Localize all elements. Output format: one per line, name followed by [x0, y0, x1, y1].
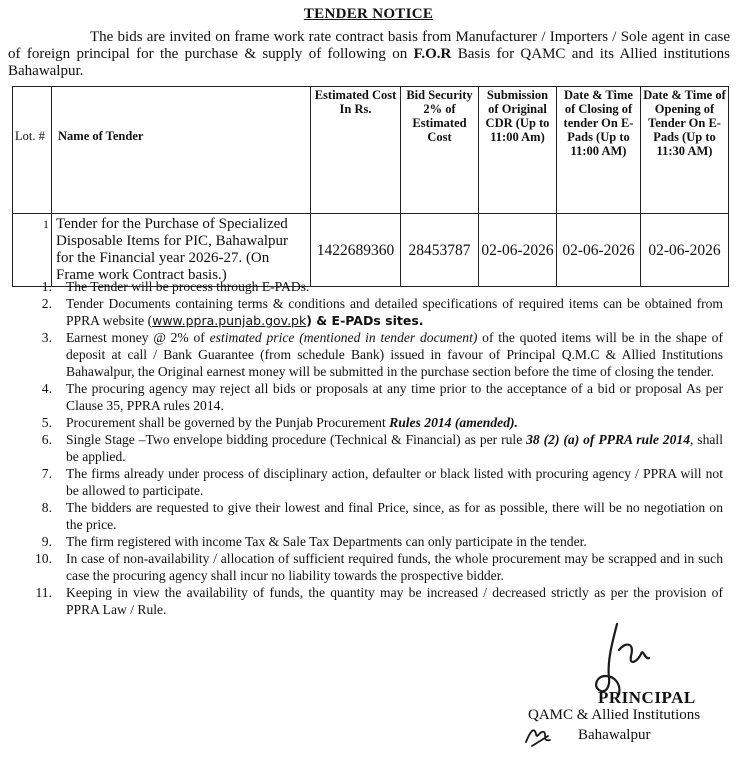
cell-tender-name: Tender for the Purchase of Specialized Disposable Items for PIC, Bahawalpur for the Financial year 2026-27. (On Frame work Contract basis.): [52, 214, 311, 287]
cell-closing: 02-06-2026: [557, 214, 641, 287]
header-name: Name of Tender: [52, 87, 311, 214]
header-submission: Submission of Original CDR (Up to 11:00 Am): [479, 87, 557, 214]
term-number: 11.: [35, 585, 52, 600]
list-item: [0, 533, 737, 550]
term-text-part: The procuring agency may reject all bids or proposals at any time prior to the acceptance of a bid or proposal As per Clause 35, PPRA rules 2014.: [66, 381, 723, 413]
term-text: [66, 584, 723, 618]
cell-submission: 02-06-2026: [479, 214, 557, 287]
term-text: [66, 465, 723, 499]
term-text-part: Rules 2014 (amended).: [389, 415, 518, 430]
term-text: [66, 499, 723, 533]
signatory-institution: QAMC & Allied Institutions: [528, 707, 701, 723]
term-number: 4.: [41, 381, 52, 396]
list-item: [0, 584, 737, 618]
list-item: [0, 278, 737, 295]
term-number: 8.: [41, 500, 52, 515]
term-text-part: The bidders are requested to give their lowest and final Price, since, as for as possible, there will be no negotiation on the price.: [66, 500, 723, 532]
term-text-part: estimated price (mentioned in tender document): [209, 330, 478, 345]
list-item: [0, 499, 737, 533]
term-text-part: 38 (2) (a) of PPRA rule 2014: [526, 432, 690, 447]
term-text: [66, 295, 723, 329]
intro-text-2: F.O.R: [413, 46, 452, 62]
cell-bid-security: 28453787: [401, 214, 479, 287]
term-number: 3.: [41, 330, 52, 345]
term-text-part: Procurement shall be governed by the Punjab Procurement: [66, 415, 390, 430]
intro-text-1: The bids are invited on frame work rate contract basis from Manufacturer / Importers / Sole agent in case of foreign principal for the purchase & supply of following on: [8, 29, 730, 62]
term-number: 2.: [41, 296, 52, 311]
list-item: [0, 414, 737, 431]
list-item: [0, 431, 737, 465]
list-item: [0, 329, 737, 380]
signatory-title: PRINCIPAL: [598, 688, 696, 707]
term-number: 1.: [41, 279, 52, 294]
cell-opening: 02-06-2026: [641, 214, 729, 287]
signatory-city: Bahawalpur: [578, 727, 651, 743]
header-estimated-cost: Estimated Cost In Rs.: [311, 87, 401, 214]
term-text: [66, 380, 723, 414]
cell-lot: 1: [13, 214, 52, 287]
term-text-part: The Tender will be process through E-PADs.: [66, 279, 310, 294]
cell-estimated-cost: 1422689360: [311, 214, 401, 287]
list-item: [0, 295, 737, 329]
term-number: 6.: [41, 432, 52, 447]
term-text: [66, 533, 723, 550]
term-text-part: Earnest money @ 2% of: [66, 330, 210, 345]
term-text-part: of the quoted items will be in the shape of deposit at call / Bank Guarantee (from schedule Bank) issued in favour of Principal Q.M.C & Allied Institutions Bahawalpur, the Original earnest money will be submitted in the purchase section before the time of closing the tender.: [66, 330, 723, 379]
table-row: [13, 214, 729, 287]
list-item: [0, 380, 737, 414]
term-text-part: ) & E-PADs sites.: [306, 313, 424, 328]
list-item: [0, 465, 737, 499]
intro-text-3: Basis for QAMC and its Allied institutions Bahawalpur.: [8, 46, 730, 79]
term-number: 5.: [41, 415, 52, 430]
term-number: 7.: [41, 466, 52, 481]
term-text: [66, 329, 723, 380]
term-text-part: In case of non-availability / allocation of sufficient required funds, the whole procurement may be scrapped and in such case the procuring agency shall incur no liability towards the prospective bidder.: [66, 551, 723, 583]
initials-mark: [522, 722, 554, 748]
header-bid-security: Bid Security 2% of Estimated Cost: [401, 87, 479, 214]
header-closing: Date & Time of Closing of tender On E-Pads (Up to 11:00 AM): [557, 87, 641, 214]
tender-table: [12, 86, 729, 287]
term-number: 9.: [41, 534, 52, 549]
term-text: [66, 278, 723, 295]
term-text-part: Keeping in view the availability of funds, the quantity may be increased / decreased strictly as per the provision of PPRA Law / Rule.: [66, 585, 723, 617]
table-header-row: [13, 87, 729, 214]
term-text-part: The firm registered with income Tax & Sale Tax Departments can only participate in the tender.: [66, 534, 587, 549]
term-number: 10.: [35, 551, 52, 566]
term-text-part: , shall be applied.: [66, 432, 723, 464]
notice-title: TENDER NOTICE: [303, 6, 434, 22]
terms-list: [0, 278, 737, 618]
header-opening: Date & Time of Opening of Tender On E-Pads (Up to 11:30 AM): [641, 87, 729, 214]
intro-paragraph: [8, 29, 730, 80]
term-text-part: Single Stage –Two envelope bidding procedure (Technical & Financial) as per rule: [66, 432, 527, 447]
term-text: [66, 550, 723, 584]
term-text: [66, 414, 723, 431]
header-lot: Lot. #: [13, 87, 52, 214]
list-item: [0, 550, 737, 584]
term-text-part: Tender Documents containing terms & conditions and detailed specifications of required items can be obtained from PPRA website (: [66, 296, 723, 328]
term-text-part: The firms already under process of disciplinary action, defaulter or black listed with procuring agency / PPRA will not be allowed to participate.: [66, 466, 723, 498]
term-text-part: www.ppra.punjab.gov.pk: [152, 313, 307, 328]
term-text: [66, 431, 723, 465]
